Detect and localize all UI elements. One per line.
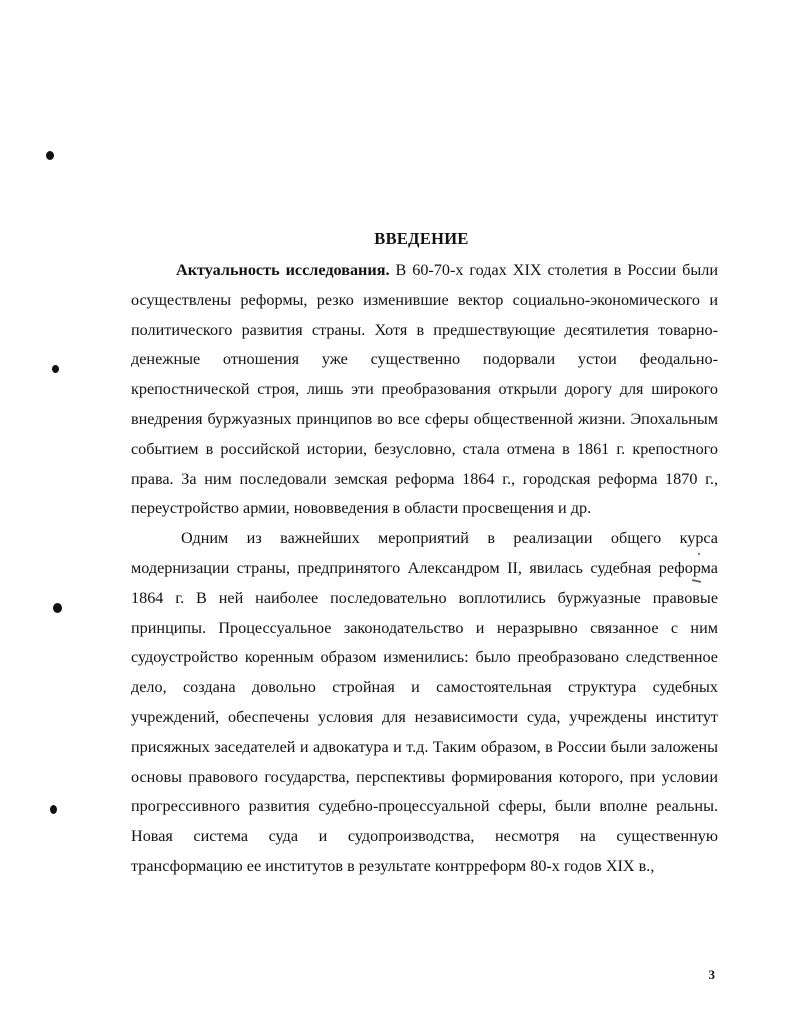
heading-lead: Актуальность исследования. (176, 261, 390, 279)
paragraph-1 (131, 256, 718, 524)
punch-hole-mark (53, 603, 62, 613)
punch-hole-mark (52, 365, 59, 373)
page-number: 3 (708, 967, 715, 982)
body-text (131, 256, 718, 882)
paragraph-2: Одним из важнейших мероприятий в реализации общего курса модернизации страны, предпринятого Александром II, явилась судебная реформа 1864 г. В ней наиболее последовательно воплотились буржуазные правовые принципы. Процессуальное законодательство и неразрывно связанное с ним судоустройство коренным образом изменились: было преобразовано следственное дело, создана довольно стройная и самостоятельная структура судебных учреждений, обеспечены условия для независимости суда, учреждены институт присяжных заседателей и адвокатура и т.д. Таким образом, в России были заложены основы правового государства, перспективы формирования которого, при условии прогрессивного развития судебно-процессуальной сферы, были вполне реальны. Новая система суда и судопроизводства, несмотря на существенную трансформацию ее институтов в результате контрреформ 80-х годов XIX в., (131, 529, 718, 875)
punch-hole-mark (50, 805, 57, 814)
paragraph-1-text: В 60-70-х годах XIX столетия в России были осуществлены реформы, резко изменившие вектор социально-экономического и политического развития страны. Хотя в предшествующие десятилетия товарно-денежные отношения уже существенно подорвали устои феодально-крепостнической строя, лишь эти преобразования открыли дорогу для широкого внедрения буржуазных принципов во все сферы общественной жизни. Эпохальным событием в российской истории, безусловно, стала отмена в 1861 г. крепостного права. За ним последовали земская реформа 1864 г., городская реформа 1870 г., переустройство армии, нововведения в области просвещения и др. (131, 261, 718, 518)
punch-hole-mark (46, 151, 54, 160)
page-title: ВВЕДЕНИЕ (374, 229, 469, 248)
